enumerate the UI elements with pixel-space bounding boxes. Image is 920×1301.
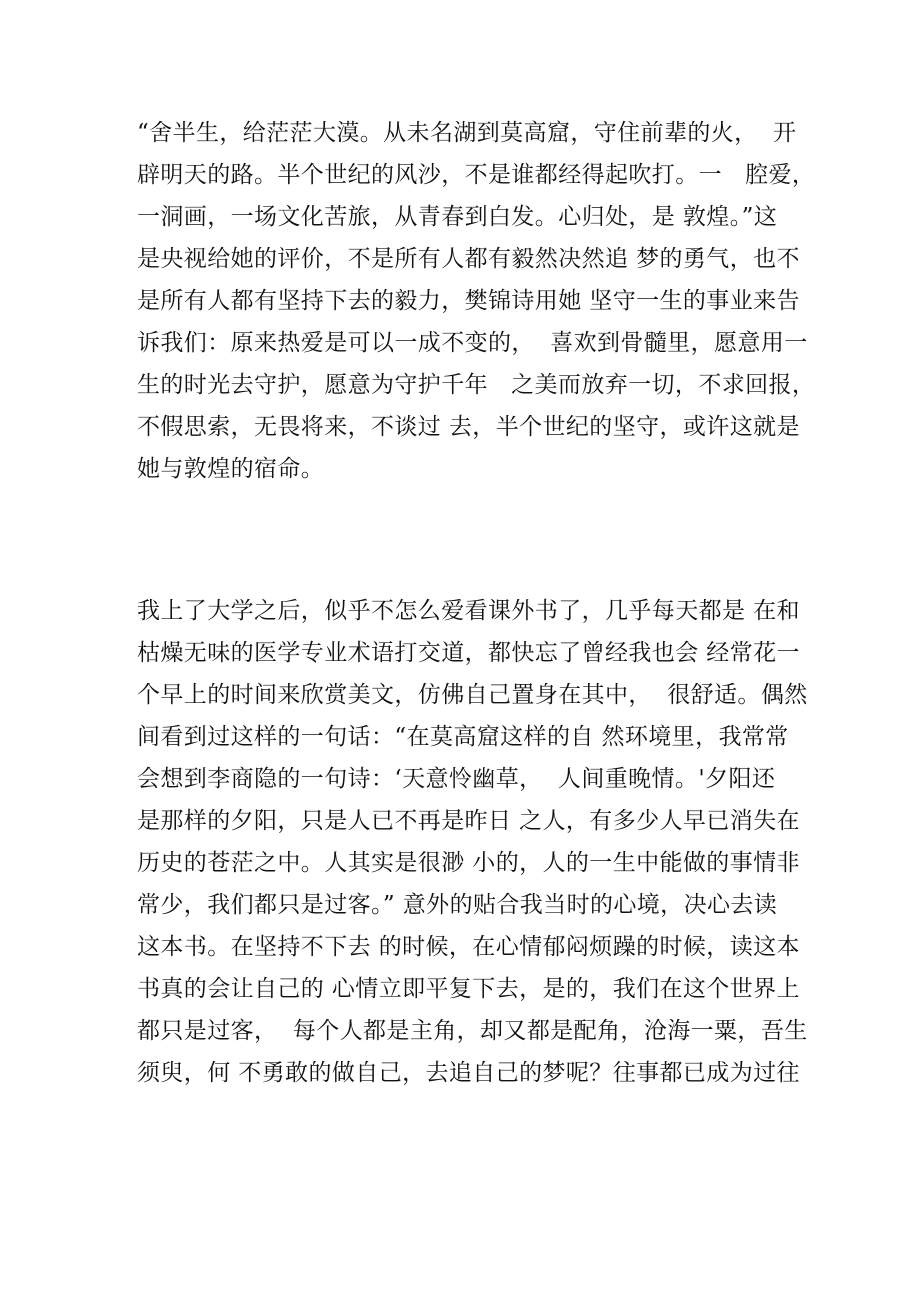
paragraph-1 <box>137 112 816 490</box>
paragraph-2-line: 我上了大学之后，似乎不怎么爱看课外书了，几乎每天都是 在和 <box>137 598 800 624</box>
paragraph-2-line: 个早上的时间来欣赏美文，仿佛自己置身在其中， 很舒适。偶然 <box>137 682 808 708</box>
paragraph-2-line: 都只是过客， 每个人都是主角，却又都是配角，沧海一粟，吾生 <box>137 1018 808 1044</box>
paragraph-2-line: 会想到李商隐的一句诗：‘天意怜幽草， 人间重晚情。'夕阳还 <box>137 766 776 792</box>
paragraph-2-line: 历史的苍茫之中。人其实是很渺 小的，人的一生中能做的事情非 <box>137 850 800 876</box>
paragraph-1-line: 诉我们：原来热爱是可以一成不变的， 喜欢到骨髓里，愿意用一 <box>137 330 808 356</box>
paragraph-2-line: 书真的会让自己的 心情立即平复下去，是的，我们在这个世界上 <box>137 976 800 1002</box>
paragraph-2-line: 这本书。在坚持不下去 的时候，在心情郁闷烦躁的时候，读这本 <box>137 934 800 960</box>
paragraph-2-line: 是那样的夕阳，只是人已不再是昨日 之人，有多少人早已消失在 <box>137 808 800 834</box>
paragraph-1-line: 一洞画，一场文化苦旅，从青春到白发。心归处，是 敦煌。”这 <box>137 204 778 230</box>
paragraph-1-line: 生的时光去守护，愿意为守护千年 之美而放弃一切，不求回报， <box>137 372 816 398</box>
paragraph-2-line: 枯燥无味的医学专业术语打交道，都快忘了曾经我也会 经常花一 <box>137 640 800 666</box>
paragraph-1-line: “舍半生，给茫茫大漠。从未名湖到莫高窟，守住前辈的火， 开 <box>137 120 797 146</box>
paragraph-1-line: 是所有人都有坚持下去的毅力，樊锦诗用她 坚守一生的事业来告 <box>137 288 800 314</box>
paragraph-2-line: 常少，我们都只是过客。” 意外的贴合我当时的心境，决心去读 <box>137 892 778 918</box>
paragraph-1-line: 辟明天的路。半个世纪的风沙，不是谁都经得起吹打。一 腔爱， <box>137 162 816 188</box>
paragraph-2 <box>137 590 808 1094</box>
paragraph-2-line: 须臾，何 不勇敢的做自己，去追自己的梦呢？往事都已成为过往 <box>137 1060 800 1086</box>
paragraph-2-line: 间看到过这样的一句话：“在莫高窟这样的自 然环境里，我常常 <box>137 724 789 750</box>
paragraph-1-line: 她与敦煌的宿命。 <box>137 456 325 482</box>
paragraph-1-line: 是央视给她的评价，不是所有人都有毅然决然追 梦的勇气，也不 <box>137 246 800 272</box>
paragraph-1-line: 不假思索，无畏将来，不谈过 去，半个世纪的坚守，或许这就是 <box>137 414 800 440</box>
